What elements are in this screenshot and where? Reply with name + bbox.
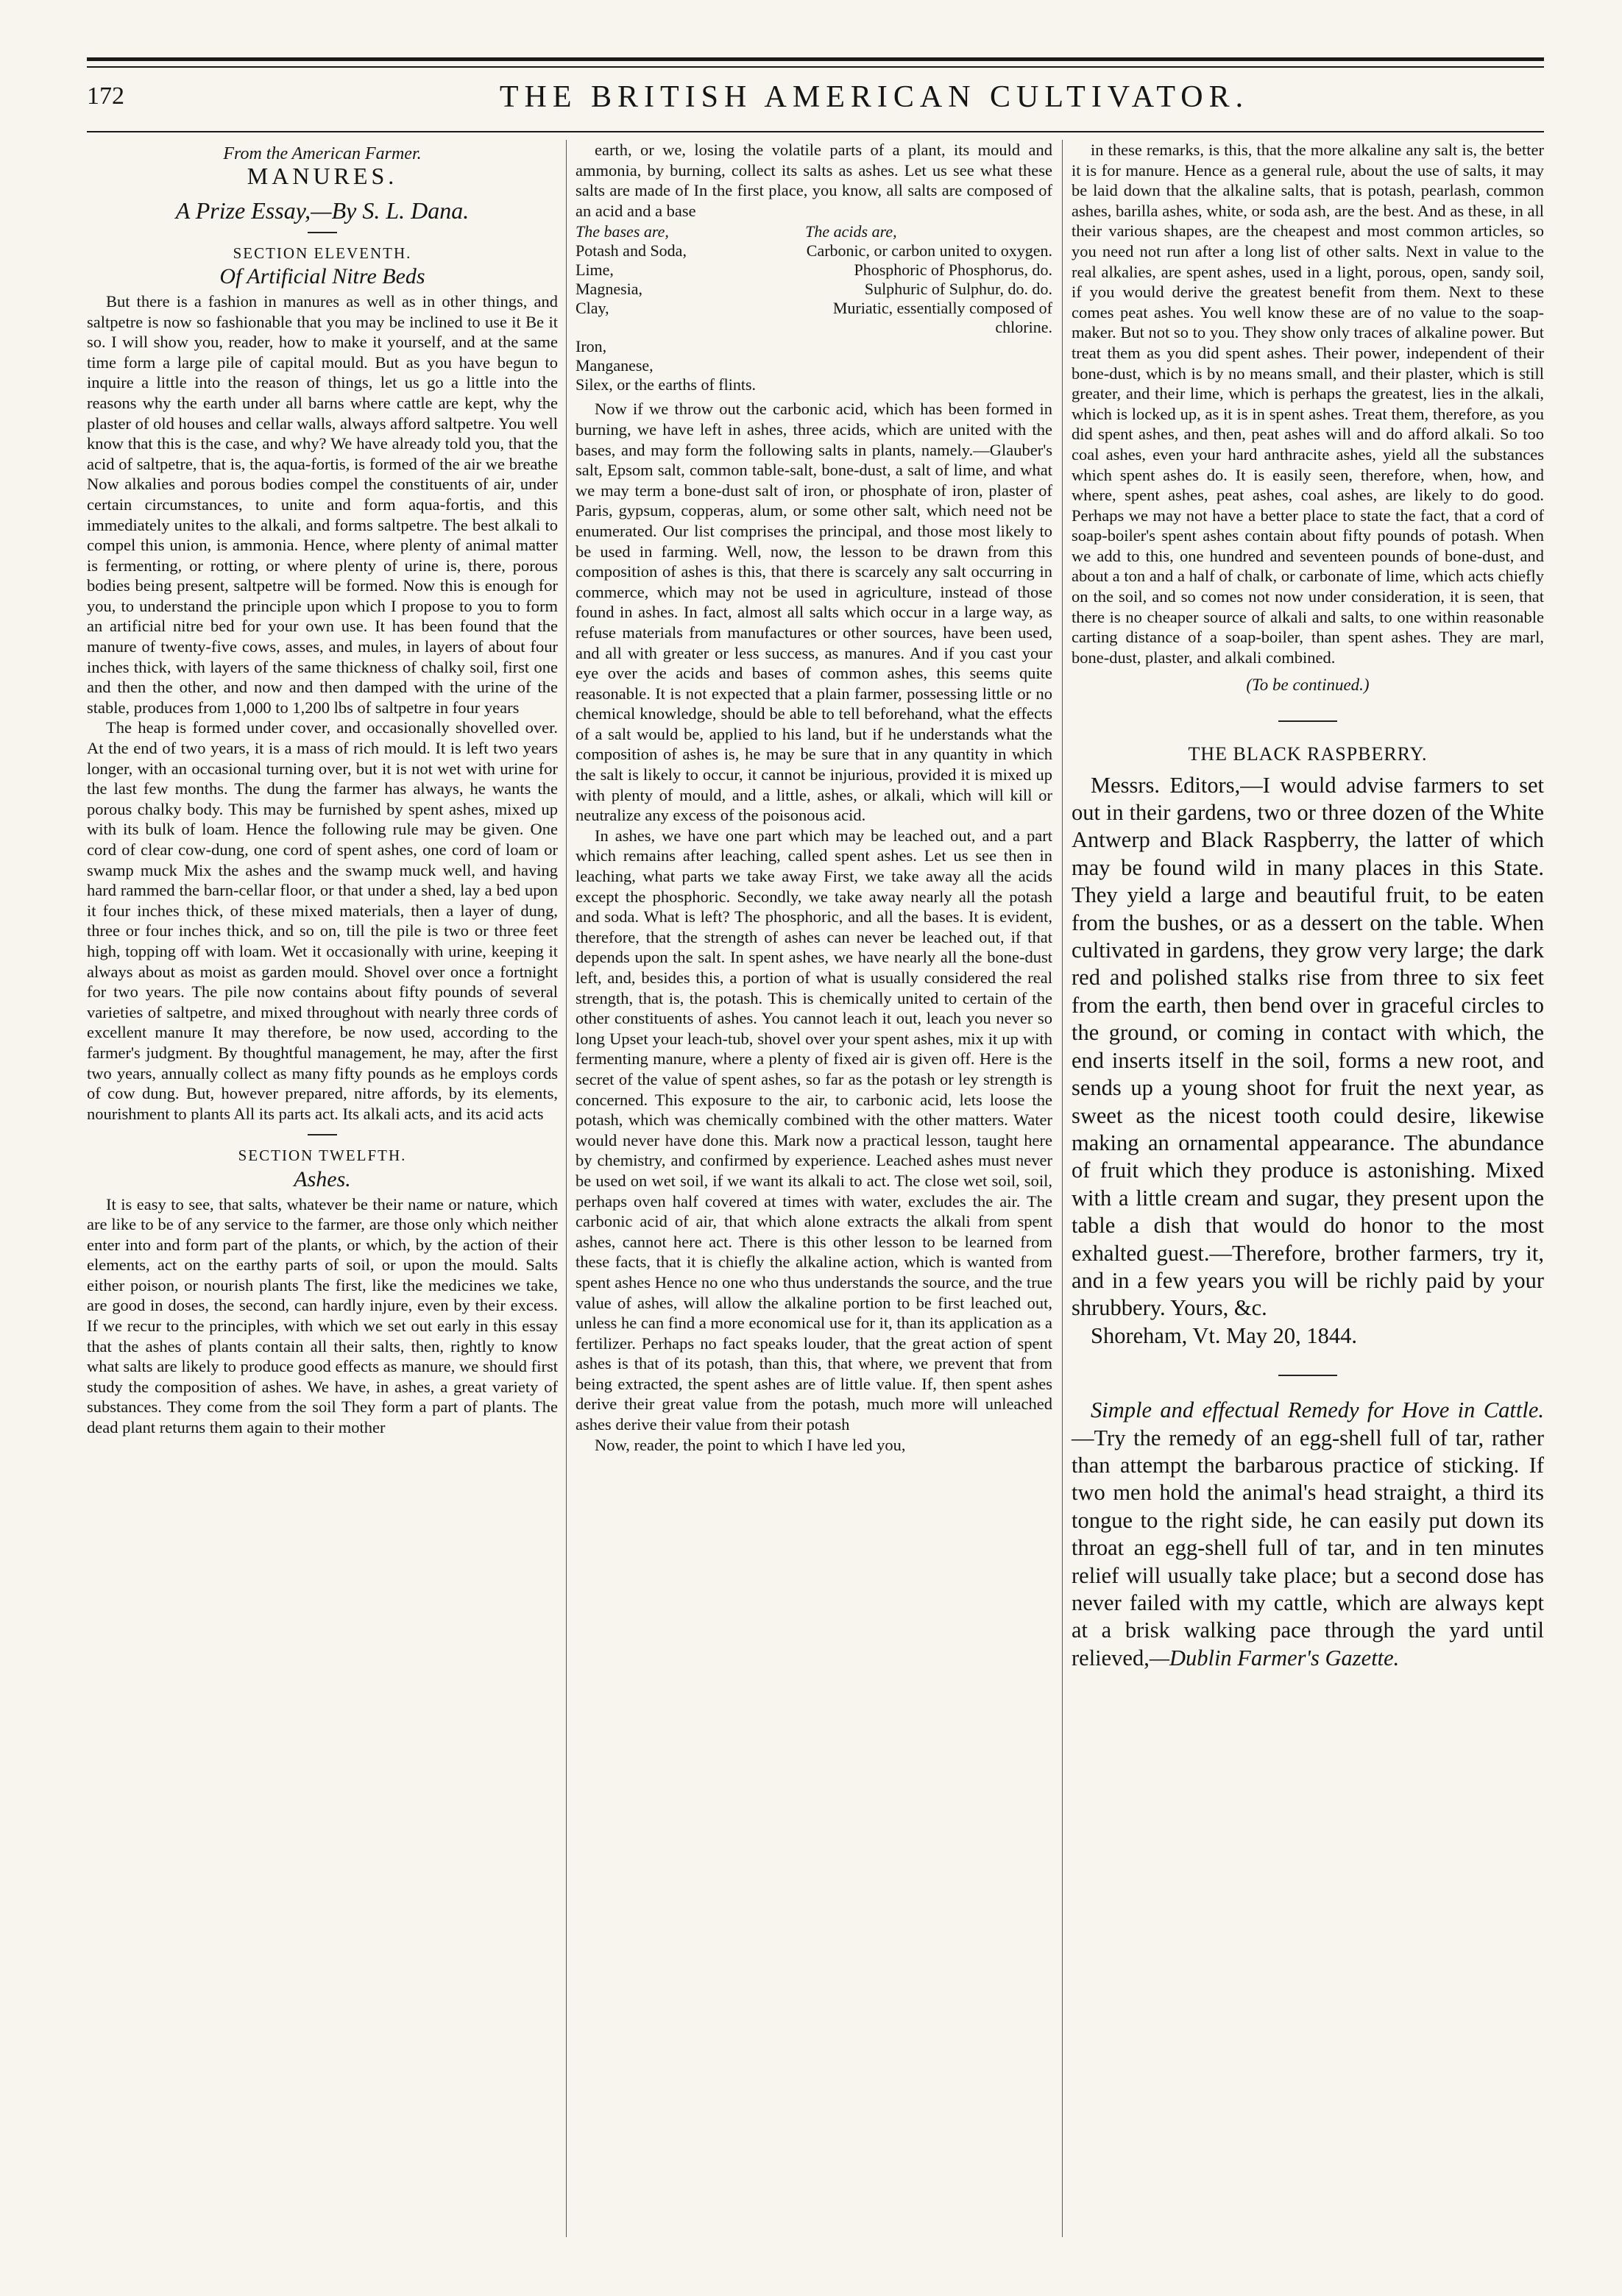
table-cell: Silex, or the earths of flints. [576,375,757,394]
table-cell: Muriatic, essentially composed of chlorine. [832,299,1052,337]
article-byline: A Prize Essay,—By S. L. Dana. [175,197,470,224]
article-source: —Dublin Farmer's Gazette. [1149,1645,1400,1670]
page-number: 172 [87,82,124,110]
section-subtitle: Ashes. [294,1166,351,1191]
table-cell: Iron, [576,337,607,356]
dateline: Shoreham, Vt. May 20, 1844. [1091,1322,1358,1348]
raspberry-article [1072,772,1544,1673]
top-rule-thick [87,57,1544,61]
divider [308,232,337,233]
table-cell: Lime, [576,261,614,280]
column-divider [1062,140,1063,2237]
column-divider [566,140,567,2237]
divider [1278,720,1337,722]
article-title: THE BLACK RASPBERRY. [1188,743,1428,765]
table-row [576,356,1052,375]
column-2 [576,140,1052,1455]
page-header [87,82,1544,127]
table-cell: Potash and Soda, [576,241,687,261]
table-cell [776,337,1052,356]
paragraph-text: —Try the remedy of an egg-shell full of tar, rather than attempt the barbarous practice of sticking. If two men hold the animal's head straight, a third its tongue to the right side, he can easily put down its throat an egg-shell full of tar, and in ten minutes relief will usually take place; but a second dose has never failed with my cattle, which are always kept at a brisk walking pace through the yard until relieved, [1072,1425,1544,1670]
table-row [576,261,1052,280]
paragraph: Messrs. Editors,—I would advise farmers to set out in their gardens, two or three dozen of the White Antwerp and Black Raspberry, the latter of which may be found wild in many places in this State. They yield a large and beautiful fruit, to be eaten from the bushes, or as a dessert on the table. When cultivated in gardens, they grow very large; the dark red and polished stalks rise from three to six feet from the earth, then bend over in graceful circles to the ground, or coming in contact with which, the end inserts itself in the soil, forms a new root, and sends up a young shoot for fruit the next year, as sweet as the nicest tooth could desire, likewise making an ornamental appearance. The abundance of fruit which they produce is astonishing. Mixed with a little cream and sugar, they present upon the table a dish that would do honor to the most exhalted guest.—Therefore, brother farmers, try it, and in a few years you will be richly paid by your shrubbery. Yours, &c. [1072,772,1544,1321]
article-source: From the American Farmer. [223,144,422,163]
paragraph: In ashes, we have one part which may be leached out, and a part which remains after leaching, called spent ashes. Let us see then in leaching, what parts we take away First, we take away all the acids except the phosphoric. Secondly, we take away nearly all the potash and soda. What is left? The phosphoric, and all the bases. It is evident, therefore, that the strength of ashes can never be leached out, if that depends upon the salt. In spent ashes, we have nearly all the bone-dust left, and, besides this, a portion of what is usually considered the real strength, that is, the potash. This is chemically united to certain of the other constituents of ashes. You cannot leach it out, leach you never so long Upset your leach-tub, shovel over your spent ashes, mix it up with fermenting manure, where a plenty of fixed air is given off. Here is the secret of the value of spent ashes, so far as the potash or ley strength is concerned. This exposure to the air, to carbonic acid, lets loose the potash, which was chemically combined with the other matters. Water would never have done this. Mark now a practical lesson, taught here by chemistry, and confirmed by experience. Leached ashes must never be used on wet soil, if we want its alkali to act. The close wet soil, soil, perhaps oven half covered at times with water, excludes the air. The carbonic acid of air, that which alone extracts the alkali from spent ashes, cannot here act. There is this other lesson to be learned from these facts, that it is chiefly the alkaline action, which is wanted from spent ashes Hence no one who thus understands the source, and the true value of ashes, will allow the alkaline portion to be first leached out, unless he can find a more economical use for it, than its application as a fertilizer. Perhaps no fact speaks louder, that the great action of spent ashes is that of its potash, than this, that where, we prevent that from being extracted, the spent ashes are of little value. If, then spent ashes derive their great value from the potash, much more will unleached ashes derive their value from their potash [576,826,1052,1434]
divider [308,1134,337,1135]
table-cell: Carbonic, or carbon united to oxygen. [806,241,1052,261]
section-subtitle: Of Artificial Nitre Beds [219,264,425,289]
table-row [576,375,1052,394]
paragraph [1072,1397,1544,1672]
table-cell: Sulphuric of Sulphur, do. do. [864,280,1052,299]
table-row [576,337,1052,356]
table-cell: Magnesia, [576,280,643,299]
table-cell: Manganese, [576,356,654,375]
paragraph: The heap is formed under cover, and occasionally shovelled over. At the end of two years, it is a mass of rich mould. It is left two years longer, with an occasional turning over, but it is not wet with urine for the last few months. The dung the farmer has always, he wants the porous chalky body. This may be furnished by spent ashes, mixed up with its bulk of loam. Hence the following rule may be given. One cord of clear cow-dung, one cord of spent ashes, one cord of loam or swamp muck Mix the ashes and the swamp muck well, and having hard rammed the barn-cellar floor, or that under a shed, lay a bed upon it four inches thick, of these mixed materials, then a layer of dung, three or four inches thick, and so on, till the pile is two or three feet high, topping off with loam. Wet it occasionally with urine, keeping it always about as moist as garden mould. Shovel over once a fortnight for two years. The pile now contains about fifty pounds of several varieties of saltpetre, and mixed throughout with nearly three cords of excellent manure It may therefore, be now used, according to the farmer's judgment. By thoughtful management, he may, after the first two years, annually collect as many fifty pounds as he employs cords of cow dung. But, however prepared, nitre affords, by its elements, nourishment to plants All its parts act. Its alkali acts, and its acid acts [87,718,558,1123]
table-cell [776,356,1052,375]
table-header: The acids are, [805,222,897,241]
bases-acids-table [576,222,1052,394]
header-rule [87,131,1544,132]
table-cell: Clay, [576,299,609,318]
table-row [576,299,1052,337]
divider [1278,1375,1337,1376]
paragraph: Now if we throw out the carbonic acid, which has been formed in burning, we have left in ashes, three acids, which are united with the bases, and may form the following salts in plants, namely.—Glauber's salt, Epsom salt, common table-salt, bone-dust, a salt of lime, and what we may term a bone-dust salt of iron, or phosphate of iron, plaster of Paris, gypsum, copperas, alum, or some other salt, which need not be enumerated. Our list comprises the principal, and those most likely to be used in farming. Well, now, the lesson to be drawn from this composition of ashes is this, that there is scarcely any salt occurring in commerce, which may not be used in agriculture, instead of those found in ashes. In fact, almost all salts which occur in a large way, as refuse materials from manufactures or other sources, have been used, and all with greater or less success, as manures. And if you cast your eye over the acids and bases of common ashes, this seems quite reasonable. It is not expected that a plain farmer, possessing little or no chemical knowledge, should be able to tell beforehand, what the effects of a salt would be, applied to his land, but if he understands what the composition of ashes is, he may be sure that in any quantity in which the salt is likely to occur, it cannot be injurious, provided it is mixed up with plenty of mould, and a little, ashes, or alkali, which will kill or neutralize any excess of the poisonous acid. [576,400,1052,825]
paragraph: in these remarks, is this, that the more alkaline any salt is, the better it is for manure. Hence as a general rule, about the use of salts, it may be laid down that the alkaline salts, that is potash, pearlash, common ashes, barilla ashes, white, or soda ash, are the best. And as these, in all their various shapes, are the cheapest and most common articles, so you need not run after a long list of other salts. Next in value to the real alkalies, are spent ashes, used in a light, porous, open, sandy soil, if you would derive the greatest benefit from them. Next to these comes peat ashes. You well know these are of no value to the soap-maker. But not so to you. They show only traces of alkaline power. But treat them as you did spent ashes. Their power, independent of their bone-dust, which is by no means small, and their plaster, which is still greater, and their lime, which is perhaps the greatest, lies in the alkali, which is locked up, as it is in spent ashes. Treat them, therefore, as you did spent ashes, and then, peat ashes will and do afford alkali. So too coal ashes, even your hard anthracite ashes, yield all the substances which spent ashes do. It is easily seen, therefore, when, how, and where, spent ashes, peat ashes, coal ashes, are likely to do good. Perhaps we may not have a better place to state the fact, that a cord of soap-boiler's spent ashes contain about fifty pounds of potash. When we add to this, one hundred and seventeen pounds of bone-dust, and about a ton and a half of chalk, or carbonate of lime, which acts chiefly on the soil, and so comes not now under consideration, it is seen, that there is no cheaper source of alkali and salts, to one within reasonable carting distance of a soap-boiler, than spent ashes. They are marl, bone-dust, plaster, and alkali combined. [1072,141,1544,667]
column-3 [1072,140,1544,1672]
section-heading: SECTION ELEVENTH. [233,244,412,262]
paragraph: Now, reader, the point to which I have led you, [595,1435,906,1454]
top-rule-thin [87,66,1544,68]
paragraph: earth, or we, losing the volatile parts of a plant, its mould and ammonia, by burning, collect its salts as ashes. Let us see what these salts are made of In the first place, you know, all salts are composed of an acid and a base [576,141,1052,220]
paragraph: It is easy to see, that salts, whatever be their name or nature, which are like to be of any service to the farmer, are those only which neither enter into and form part of the plants, or which, by the action of their elements, act on the earthy parts of soil, or upon the mould. Salts either poison, or nourish plants The first, like the medicines we take, are good in doses, the second, can hardly injure, even by their excess. If we recur to the principles, with which we set out early in this essay that the ashes of plants contain all their salts, then, rightly to know what salts are likely to produce good effects as manure, we should first study the composition of ashes. We have, in ashes, a great variety of substances. They come from the soil They form a part of plants. The dead plant returns them again to their mother [87,1194,558,1437]
article-title: Simple and effectual Remedy for Hove in Cattle. [1091,1397,1544,1423]
table-cell: Phosphoric of Phosphorus, do. [854,261,1052,280]
article-title: MANURES. [247,162,398,189]
continued-note: (To be continued.) [1246,676,1370,695]
table-row [576,241,1052,261]
table-row [576,280,1052,299]
paragraph: But there is a fashion in manures as well as in other things, and saltpetre is now so fashionable that you may be inclined to use it Be it so. I will show you, reader, how to make it yourself, and at the same time form a large pile of capital mould. But as you have begun to inquire a little into the reason of things, let us go a little into the reasons why the earth under all barns where cattle are kept, why the plaster of old houses and cellar walls, always afford saltpetre. You well know that this is the case, and why? We have already told you, that the acid of saltpetre, that is, the aqua-fortis, is formed of the air we breathe Now alkalies and porous bodies compel the constituents of air, under certain circumstances, to unite and form aqua-fortis, and this immediately unites to the alkali, and forms saltpetre. The best alkali to compel this union, is ammonia. Hence, where plenty of animal matter is fermenting, or rotting, or where plenty of urine is, there, porous bodies being present, saltpetre will be formed. Now this is enough for you, to understand the principle upon which I propose to you to form an artificial nitre bed for your own use. It has been found that the manure of twenty-five cows, asses, and mules, in layers of about four inches thick, with layers of the same thickness of chalky soil, first one and then the other, and now and then damped with the urine of the stable, produces from 1,000 to 1,200 lbs of saltpetre in four years [87,291,558,717]
table-header: The bases are, [576,222,669,241]
column-1 [87,140,558,1438]
section-heading: SECTION TWELFTH. [238,1147,407,1165]
page-title: THE BRITISH AMERICAN CULTIVATOR. [499,80,1250,114]
